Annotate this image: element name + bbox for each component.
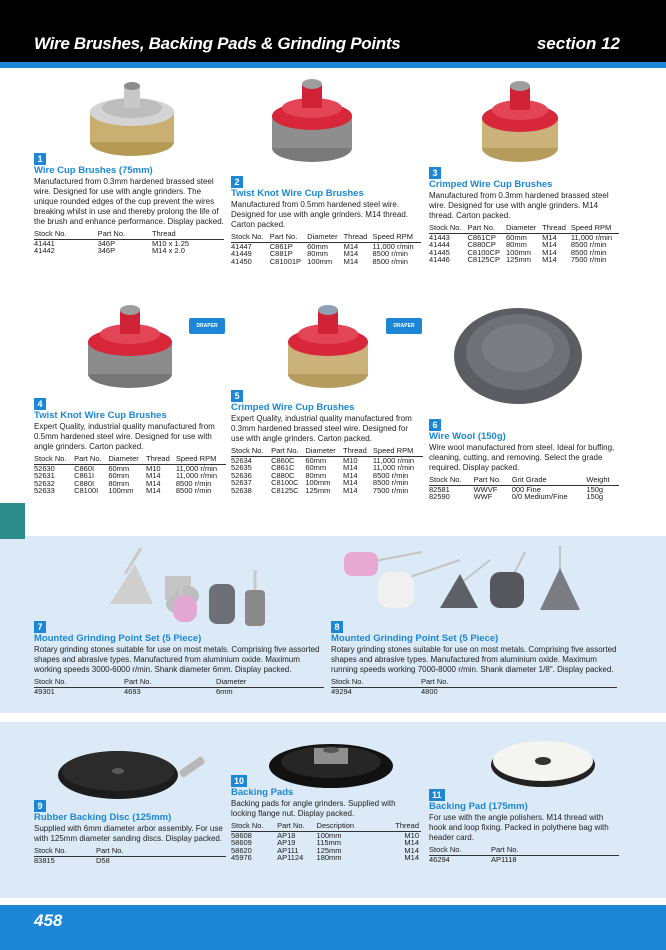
- table-cell: 100mm: [108, 486, 134, 495]
- table-cell: C8125C: [271, 485, 299, 495]
- product-description: Manufactured from 0.5mm hardened steel wire. Designed for use with angle grinders. M14 thread. Carton packed.: [231, 200, 408, 229]
- table-cell: 11,000 r/min: [372, 463, 415, 472]
- table-header: Stock No.: [231, 447, 271, 456]
- table-header: Stock No.: [34, 847, 96, 856]
- table-cell: 60mm: [108, 463, 130, 473]
- table-header: Stock No.: [429, 476, 474, 485]
- table-header: Part No.: [271, 447, 305, 456]
- table-cell: M14: [145, 471, 161, 480]
- wire-cup-brush-75mm-image: [82, 72, 182, 162]
- product-number: 3: [429, 167, 441, 179]
- table-cell: 125mm: [316, 845, 342, 855]
- product-table: [231, 822, 421, 862]
- table-header: Part No.: [74, 455, 108, 464]
- table-cell: M10: [343, 455, 358, 465]
- product-5: [231, 390, 423, 494]
- product-title: Backing Pad (175mm): [429, 801, 528, 812]
- product-table: [429, 476, 619, 501]
- table-cell: 52632: [34, 478, 55, 488]
- product-number: 10: [231, 775, 247, 787]
- table-cell: 6mm: [216, 686, 233, 696]
- table-cell: C881P: [269, 249, 293, 258]
- table-cell: 49294: [331, 686, 352, 696]
- table-header: Stock No.: [429, 846, 491, 855]
- page-title: Wire Brushes, Backing Pads & Grinding Points: [34, 34, 401, 53]
- table-cell: M14: [404, 845, 419, 855]
- product-number: 8: [331, 621, 343, 633]
- table-cell: 52634: [231, 455, 252, 465]
- table-cell: 8500 r/min: [372, 470, 409, 480]
- crimped-cup-brush-image: [470, 72, 570, 167]
- product-2: [231, 176, 421, 265]
- table-cell: 41442: [34, 246, 55, 255]
- product-table: [429, 224, 619, 264]
- table-cell: 41444: [429, 240, 450, 249]
- table-header: Thread: [146, 455, 176, 464]
- table-cell: 4693: [124, 686, 141, 696]
- table-header: Diameter: [506, 224, 542, 233]
- table-row: [34, 856, 226, 864]
- product-title: Wire Wool (150g): [429, 431, 506, 442]
- table-header: Thread: [542, 224, 571, 233]
- table-cell: C8125CP: [467, 255, 501, 264]
- page-number: 458: [34, 911, 63, 930]
- backing-pad-175mm-image: [488, 735, 598, 790]
- product-number: 2: [231, 176, 243, 188]
- table-cell: 11,000 r/min: [372, 241, 414, 251]
- table-row: [34, 487, 226, 495]
- product-description: Expert Quality, industrial quality manufactured from 0.5mm hardened steel wire. Designed for use with angle grinders. Carton packed.: [34, 422, 215, 451]
- table-cell: 41445: [429, 247, 450, 257]
- header-stripe: [0, 62, 666, 68]
- table-cell: M14: [404, 853, 419, 862]
- table-cell: C8100I: [74, 486, 99, 495]
- product-title: Rubber Backing Disc (125mm): [34, 812, 172, 823]
- table-cell: 000 Fine: [511, 484, 541, 494]
- table-cell: 8500 r/min: [372, 478, 409, 487]
- table-cell: C861C: [271, 463, 295, 472]
- table-cell: 100mm: [305, 478, 331, 487]
- table-cell: C860I: [74, 463, 95, 473]
- product-number: 5: [231, 390, 243, 402]
- table-cell: 115mm: [316, 838, 341, 847]
- product-title: Twist Knot Wire Cup Brushes: [231, 188, 364, 199]
- grinding-point-set-6mm-image: [105, 544, 285, 628]
- product-description: Rotary grinding stones suitable for use on most metals. Comprising five assorted shapes and abrasive types. Manufactured from aluminium oxide. Maximum working speeds 3000-6000 r/min. Shank diameter 6mm. Display packed.: [34, 645, 320, 674]
- table-cell: 41447: [231, 241, 252, 251]
- table-header: Part No.: [96, 847, 226, 856]
- table-cell: M14: [145, 478, 161, 488]
- product-number: 7: [34, 621, 46, 633]
- table-cell: 52633: [34, 486, 55, 495]
- table-cell: M10: [404, 830, 419, 840]
- table-cell: M14: [542, 247, 557, 257]
- product-9: [34, 800, 226, 864]
- table-cell: 82581: [429, 484, 450, 494]
- product-description: Manufactured from 0.3mm hardened brassed steel wire. Designed for use with angle grinders. M14 thread. Carton packed.: [429, 191, 609, 220]
- product-number: 4: [34, 398, 46, 410]
- table-cell: 41449: [231, 249, 252, 258]
- table-cell: M10: [145, 463, 161, 473]
- product-table: [34, 455, 226, 495]
- table-cell: M14: [343, 485, 358, 495]
- table-cell: 11,000 r/min: [372, 455, 415, 465]
- table-cell: 80mm: [307, 249, 328, 258]
- table-cell: 49301: [34, 686, 55, 696]
- product-description: Rotary grinding stones suitable for use on most metals. Comprising five assorted shapes and abrasive types. Manufactured from aluminium oxide. Maximum running speeds working 7000-8000 r/min. Shank diameter 1/8". Display packed.: [331, 645, 617, 674]
- table-cell: 52636: [231, 470, 252, 480]
- product-table: [34, 847, 226, 864]
- table-cell: 80mm: [108, 478, 130, 488]
- table-cell: 8500 r/min: [570, 247, 607, 257]
- table-header: Diameter: [305, 447, 343, 456]
- product-description: Wire wool manufactured from steel. Ideal for buffing, cleaning, cutting, and removing. Select the grade required. Display packed.: [429, 443, 615, 472]
- table-cell: AP19: [277, 838, 296, 847]
- table-cell: 60mm: [305, 455, 327, 465]
- table-cell: C860C: [271, 455, 295, 465]
- table-header: Thread: [387, 822, 421, 831]
- product-6: [429, 419, 619, 501]
- table-cell: 180mm: [316, 853, 342, 862]
- product-description: Manufactured from 0.3mm hardened brassed steel wire. Designed for use with angle grinders. The unique rounded edges of the cup prevent the wires breaking whilst in use and thereby prolong the life of the brush and enhance performance. Display packed.: [34, 177, 224, 226]
- table-cell: 52637: [231, 478, 252, 487]
- product-11: [429, 789, 619, 863]
- product-table: [231, 447, 423, 494]
- product-title: Twist Knot Wire Cup Brushes: [34, 410, 167, 421]
- table-cell: 8500 r/min: [372, 249, 408, 258]
- product-table: [331, 678, 617, 695]
- table-cell: 52631: [34, 471, 55, 480]
- table-header: Weight: [586, 476, 619, 485]
- product-table: [231, 233, 421, 265]
- product-title: Crimped Wire Cup Brushes: [429, 179, 553, 190]
- product-description: For use with the angle polishers. M14 thread with hook and loop fixing. Packed in polythene bag with header card.: [429, 813, 609, 842]
- table-row: [34, 687, 324, 695]
- table-cell: 100mm: [505, 247, 531, 257]
- table-cell: 7500 r/min: [372, 485, 409, 495]
- table-cell: 100mm: [307, 256, 333, 266]
- table-header: Grit Grade: [512, 476, 587, 485]
- table-cell: 100mm: [316, 830, 342, 840]
- table-cell: 80mm: [305, 470, 327, 480]
- table-cell: 11,000 r/min: [175, 463, 218, 473]
- table-cell: C8100CP: [467, 247, 501, 257]
- table-cell: 4800: [421, 686, 438, 696]
- grinding-point-set-1-8-image: [340, 542, 595, 614]
- table-cell: 52630: [34, 463, 55, 473]
- product-10: [231, 775, 421, 862]
- table-cell: 11,000 r/min: [175, 471, 218, 480]
- table-cell: 52635: [231, 463, 252, 472]
- product-1: [34, 153, 226, 255]
- expert-crimped-cup-brush-image: [278, 298, 378, 393]
- product-3: [429, 167, 619, 264]
- table-header: Thread: [344, 233, 373, 242]
- table-cell: 8500 r/min: [175, 486, 212, 495]
- table-header: Stock No.: [331, 678, 421, 687]
- table-cell: 41443: [429, 232, 450, 242]
- table-header: Stock No.: [34, 455, 74, 464]
- section-label: section 12: [536, 34, 620, 53]
- product-description: Backing pads for angle grinders. Supplied with locking flange nut. Display packed.: [231, 799, 396, 818]
- table-cell: C861I: [74, 471, 95, 480]
- product-8: [331, 621, 617, 695]
- table-header: Thread: [152, 230, 224, 239]
- product-title: Mounted Grinding Point Set (5 Piece): [331, 633, 499, 644]
- table-cell: M14: [343, 241, 359, 251]
- table-cell: 41450: [231, 256, 252, 266]
- table-cell: 346P: [97, 238, 116, 248]
- table-header: Speed RPM: [373, 447, 423, 456]
- table-header: Stock No.: [429, 224, 467, 233]
- table-row: [429, 493, 619, 501]
- product-title: Crimped Wire Cup Brushes: [231, 402, 355, 413]
- table-row: [429, 855, 619, 863]
- table-cell: AP1118: [491, 854, 517, 864]
- table-header: Speed RPM: [373, 233, 421, 242]
- table-cell: 60mm: [305, 463, 327, 472]
- table-cell: M14: [343, 463, 358, 472]
- table-cell: C861CP: [467, 232, 496, 242]
- table-header: Part No.: [98, 230, 152, 239]
- table-row: [34, 239, 224, 247]
- table-cell: 125mm: [505, 255, 531, 264]
- table-cell: AP18: [277, 830, 296, 840]
- table-cell: 46294: [429, 854, 450, 864]
- product-description: Supplied with 6mm diameter arbor assembly. For use with 125mm diameter sanding discs. Display packed.: [34, 824, 223, 843]
- twist-knot-cup-brush-image: [262, 72, 362, 167]
- product-table: [34, 678, 324, 695]
- product-table: [34, 230, 224, 255]
- table-cell: M14: [343, 249, 359, 258]
- table-header: Stock No.: [34, 678, 124, 687]
- table-row: [231, 854, 421, 862]
- table-cell: C861P: [269, 241, 293, 251]
- table-cell: 60mm: [108, 471, 130, 480]
- table-cell: 11,000 r/min: [570, 232, 612, 242]
- table-cell: 58620: [231, 845, 252, 855]
- table-cell: 8500 r/min: [175, 478, 212, 488]
- table-cell: 41441: [34, 238, 55, 248]
- table-cell: M10 x 1.25: [151, 238, 190, 248]
- table-header: Diameter: [307, 233, 343, 242]
- page-header: [0, 0, 666, 62]
- table-header: Part No.: [474, 476, 512, 485]
- table-cell: 41446: [429, 255, 450, 264]
- table-cell: AP1124: [277, 853, 304, 862]
- product-number: 6: [429, 419, 441, 431]
- table-header: Diameter: [216, 678, 324, 687]
- table-cell: C880I: [74, 478, 95, 488]
- product-description: Expert Quality, industrial quality manufactured from 0.3mm hardened brassed steel wire. Designed for use with angle grinders. Carton packed.: [231, 414, 412, 443]
- table-cell: 58608: [231, 830, 252, 840]
- product-7: [34, 621, 324, 695]
- table-cell: 8500 r/min: [570, 240, 607, 249]
- table-cell: M14 x 2.0: [151, 246, 185, 255]
- table-cell: M14: [145, 486, 161, 495]
- table-cell: M14: [343, 256, 359, 266]
- table-row: [231, 258, 421, 266]
- table-row: [429, 256, 619, 264]
- table-cell: 58609: [231, 838, 252, 847]
- table-header: Part No.: [124, 678, 216, 687]
- product-number: 1: [34, 153, 46, 165]
- table-header: Stock No.: [231, 822, 277, 831]
- table-cell: WWF: [473, 492, 493, 501]
- table-cell: M14: [542, 240, 557, 249]
- table-cell: 7500 r/min: [570, 255, 607, 264]
- table-row: [34, 247, 224, 255]
- table-cell: 8500 r/min: [372, 256, 408, 266]
- table-cell: C880C: [271, 470, 295, 480]
- product-title: Wire Cup Brushes (75mm): [34, 165, 153, 176]
- table-cell: C81001P: [269, 256, 302, 266]
- product-title: Backing Pads: [231, 787, 294, 798]
- table-cell: 346P: [97, 246, 116, 255]
- table-cell: 45976: [231, 853, 252, 862]
- table-row: [231, 487, 423, 495]
- table-header: Description: [317, 822, 387, 831]
- table-cell: 80mm: [505, 240, 527, 249]
- table-cell: 82590: [429, 492, 450, 501]
- table-header: Speed RPM: [571, 224, 619, 233]
- table-header: Thread: [343, 447, 373, 456]
- expert-twist-knot-cup-brush-image: [80, 298, 180, 393]
- product-number: 11: [429, 789, 445, 801]
- table-header: Part No.: [270, 233, 307, 242]
- table-header: Part No.: [277, 822, 316, 831]
- table-cell: M14: [404, 838, 419, 847]
- table-cell: 52638: [231, 485, 252, 495]
- table-cell: 60mm: [505, 232, 527, 242]
- draper-expert-badge: DRAPER EXPERT: [189, 318, 225, 334]
- table-cell: 60mm: [307, 241, 328, 251]
- table-cell: M14: [542, 232, 557, 242]
- wire-wool-image: [448, 300, 588, 410]
- table-cell: 125mm: [305, 485, 331, 495]
- table-cell: 0/0 Medium/Fine: [511, 492, 568, 501]
- page-footer: [0, 905, 666, 950]
- table-cell: C8100C: [271, 478, 299, 487]
- table-cell: M14: [343, 478, 358, 487]
- table-cell: D58: [96, 855, 110, 865]
- table-header: Stock No.: [231, 233, 270, 242]
- table-cell: AP111: [277, 845, 299, 855]
- product-number: 9: [34, 800, 46, 812]
- table-cell: M14: [343, 470, 358, 480]
- product-4: [34, 398, 226, 495]
- section-side-tab: [0, 503, 25, 539]
- table-cell: 150g: [586, 484, 604, 494]
- table-cell: C880CP: [467, 240, 496, 249]
- rubber-backing-disc-image: [56, 733, 216, 803]
- table-cell: WWVF: [473, 484, 498, 494]
- table-header: Diameter: [108, 455, 146, 464]
- table-header: Part No.: [421, 678, 617, 687]
- table-cell: 150g: [586, 492, 604, 501]
- table-header: Part No.: [491, 846, 619, 855]
- table-header: Part No.: [467, 224, 506, 233]
- table-cell: 83815: [34, 855, 55, 865]
- table-row: [331, 687, 617, 695]
- table-header: Speed RPM: [176, 455, 226, 464]
- table-cell: M14: [542, 255, 557, 264]
- product-table: [429, 846, 619, 863]
- product-title: Mounted Grinding Point Set (5 Piece): [34, 633, 202, 644]
- draper-expert-badge: DRAPER EXPERT: [386, 318, 422, 334]
- table-header: Stock No.: [34, 230, 98, 239]
